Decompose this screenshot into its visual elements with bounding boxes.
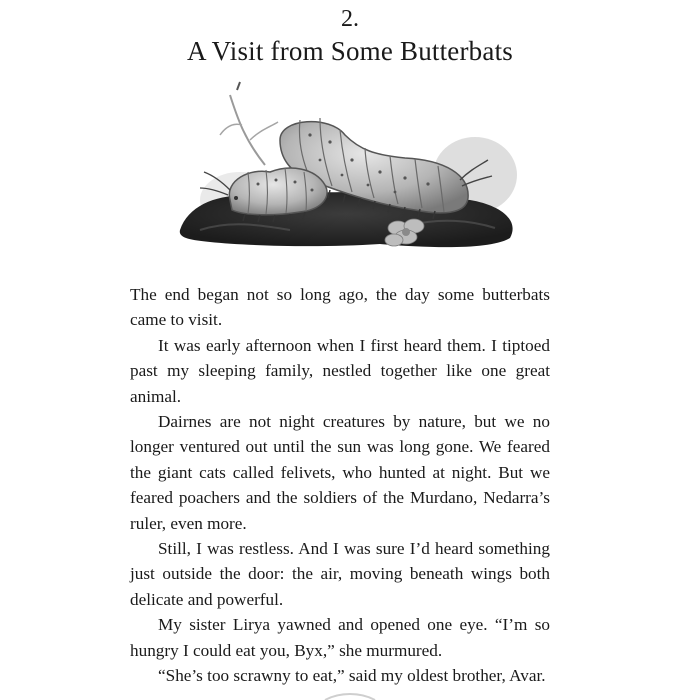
- page-bottom-ornament: [320, 690, 380, 700]
- paragraph-2: It was early afternoon when I first heard them. I tiptoed past my sleeping family, nestled together like one great animal.: [130, 335, 550, 406]
- caterpillar-illustration: [170, 80, 530, 270]
- chapter-text: [130, 282, 550, 689]
- paragraph-6: “She’s too scrawny to eat,” said my oldest brother, Avar.: [158, 666, 546, 686]
- chapter-title: A Visit from Some Butterbats: [187, 36, 513, 66]
- chapter-number: 2.: [341, 6, 359, 32]
- paragraph-4: Still, I was restless. And I was sure I’d heard something just outside the door: the air, moving beneath wings both delicate and powerful.: [130, 539, 550, 609]
- paragraph-1: The end began not so long ago, the day some butterbats came to visit.: [130, 285, 550, 330]
- paragraph-5: My sister Lirya yawned and opened one eye. “I’m so hungry I could eat you, Byx,” she murmured.: [130, 615, 550, 660]
- paragraph-3: Dairnes are not night creatures by nature, but we no longer ventured out until the sun was long gone. We feared the giant cats called felivets, who hunted at night. But we feared poachers and the soldiers of the Murdano, Nedarra’s ruler, even more.: [130, 412, 550, 533]
